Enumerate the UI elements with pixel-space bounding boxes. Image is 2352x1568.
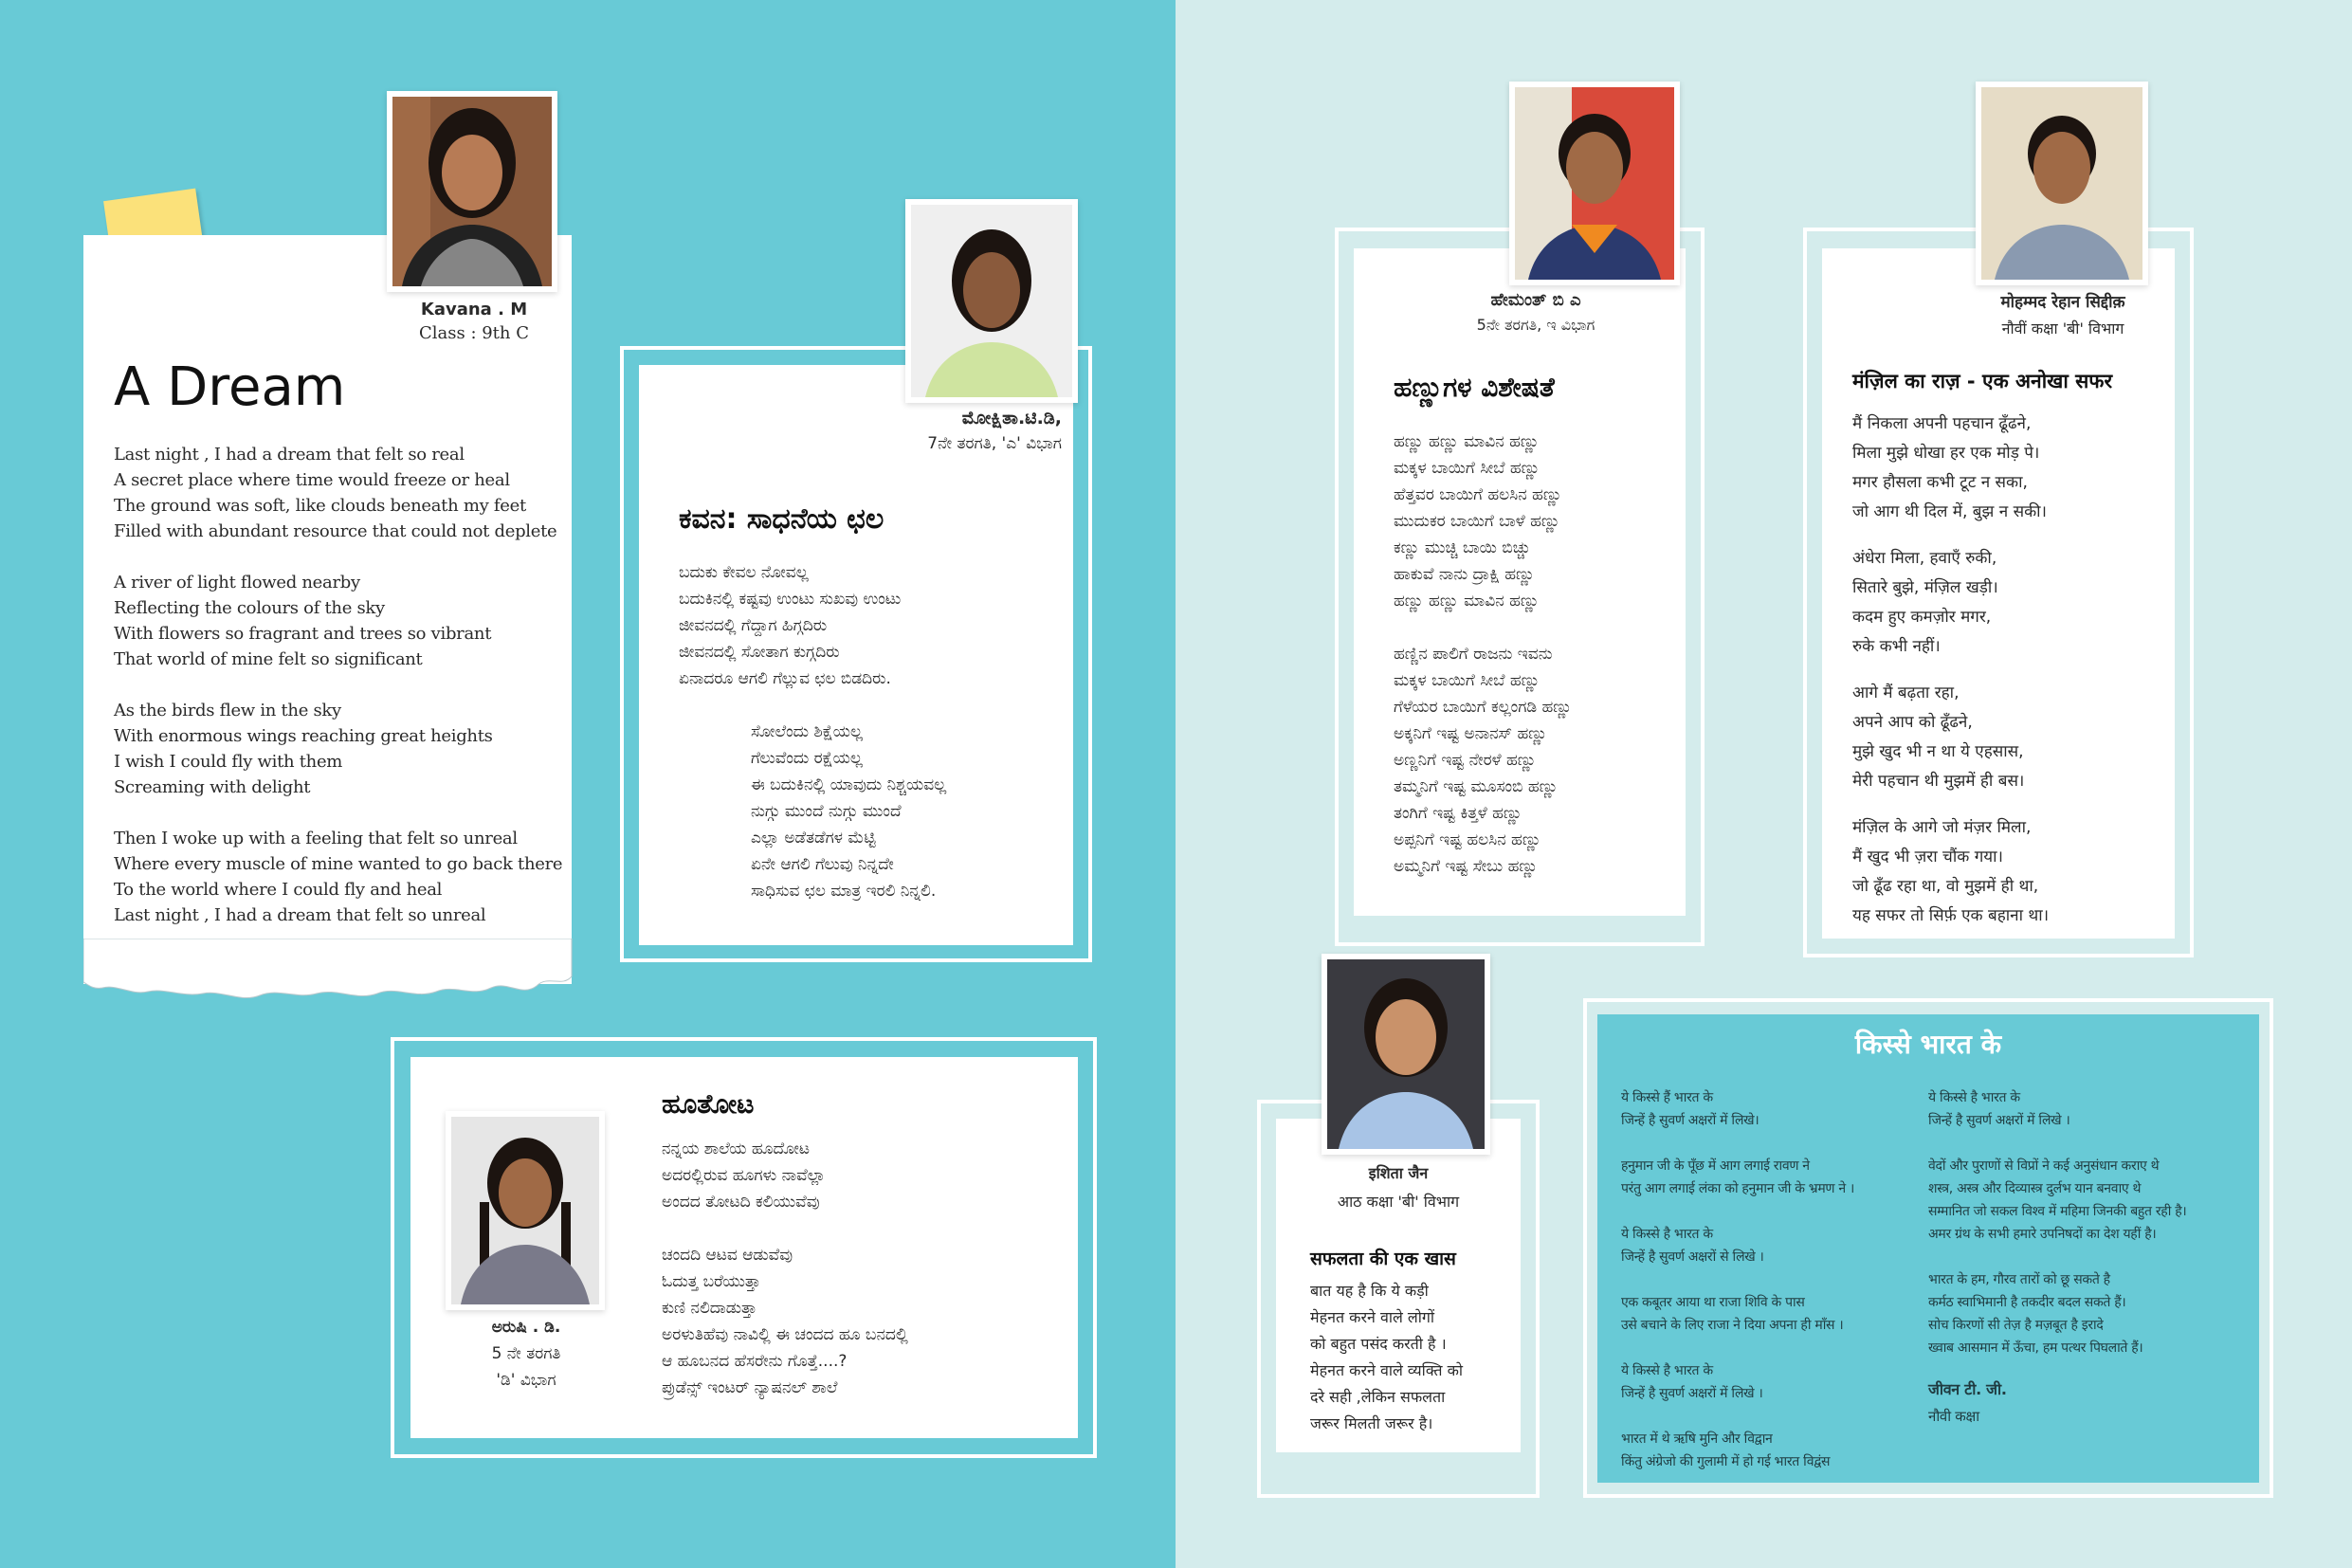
poem-line: मेहनत करने वाले लोगों <box>1310 1308 1435 1326</box>
poem-line: ಅಣ್ಣನಿಗೆ ಇಷ್ಟ ನೇರಳೆ ಹಣ್ಣು <box>1394 751 1537 770</box>
safalta-poem <box>1310 1278 1463 1437</box>
arushi-section: 'ಡಿ' ವಿಭಾಗ <box>496 1371 556 1390</box>
kisse-stanza <box>1621 1155 1924 1200</box>
hemanth-photo <box>1509 82 1680 285</box>
poem-stanza <box>114 570 562 672</box>
poem-line: आगे मैं बढ़ता रहा, <box>1852 684 1960 702</box>
arushi-name: ಅರುಷಿ . ಡಿ. <box>491 1318 561 1337</box>
poem-line: ಸಾಧಿಸುವ ಛಲ ಮಾತ್ರ ಇರಲಿ ನಿನ್ನಲಿ. <box>751 882 937 901</box>
girl-portrait-icon <box>451 1117 599 1304</box>
poem-line: ಏನೇ ಆಗಲಿ ಗೆಲುವು ನಿನ್ನದೇ <box>751 855 894 874</box>
poem-line: ये किस्से हैं भारत के <box>1621 1090 1713 1105</box>
boy-portrait-icon <box>1981 87 2142 280</box>
poem-line: सितारे बुझे, मंज़िल खड़ी। <box>1852 578 1998 597</box>
poem-line: ಮುದುಕರ ಬಾಯಿಗೆ ಬಾಳೆ ಹಣ್ಣು <box>1394 512 1560 531</box>
kisse-stanza <box>1621 1428 1924 1473</box>
poem-stanza <box>1852 410 2049 527</box>
poem-line: ಅಂದದ ತೋಟದಿ ಕಲಿಯುವೆವು <box>662 1193 820 1212</box>
poem-line: Filled with abundant resource that could not deplete <box>114 521 557 541</box>
poem-line: मेरी पहचान थी मुझमें ही बस। <box>1852 772 2025 791</box>
poem-line: अंधेरा मिला, हवाएँ रुकी, <box>1852 549 1997 568</box>
poem-line: ये किस्से है भारत के <box>1621 1363 1713 1378</box>
kavana-name: Kavana . M <box>420 300 528 319</box>
poem-line: जिन्हें है सुवर्ण अक्षरों में लिखे। <box>1621 1113 1759 1128</box>
rehan-class: नौवीं कक्षा 'बी' विभाग <box>2001 319 2124 337</box>
kisse-stanza <box>1621 1223 1924 1268</box>
poem-line: जिन्हें है सुवर्ण अक्षरों में लिखे । <box>1928 1113 2070 1128</box>
poem-line: Last night , I had a dream that felt so unreal <box>114 905 486 925</box>
poem-line: ಕುಣಿ ನಲಿದಾಡುತ್ತಾ <box>662 1299 757 1318</box>
poem-line: मिला मुझे धोखा हर एक मोड़ पे। <box>1852 444 2040 463</box>
poem-line: ಆ ಹೂಬನದ ಹೆಸರೇನು ಗೊತ್ತೆ....? <box>662 1352 848 1371</box>
poem-line: Where every muscle of mine wanted to go back there <box>114 854 563 874</box>
poem-line: जरूर मिलती जरूर है। <box>1310 1414 1433 1432</box>
poem-line: ಅಮ್ಮನಿಗೆ ಇಷ್ಟ ಸೇಬು ಹಣ್ಣು <box>1394 857 1539 876</box>
poem-line: ಹಣ್ಣು ಹಣ್ಣು ಮಾವಿನ ಹಣ್ಣು <box>1394 592 1540 611</box>
poem-line: ಬದುಕಿನಲ್ಲಿ ಕಷ್ಟವು ಉಂಟು ಸುಖವು ಉಂಟು <box>679 590 902 609</box>
poem-line: वेदों और पुराणों से विप्रों ने कई अनुसंधान कराए थे <box>1928 1158 2160 1174</box>
girl-portrait-icon <box>392 97 552 286</box>
poem-line: ये किस्से है भारत के <box>1621 1227 1713 1242</box>
mokshitha-class: 7ನೇ ತರಗತಿ, 'ಎ' ವಿಭಾಗ <box>927 434 1062 453</box>
poem-line: जो आग थी दिल में, बुझ न सकी। <box>1852 502 2047 521</box>
hoovu-title: ಹೂತೋಟ <box>662 1088 755 1120</box>
kisse-stanza <box>1928 1086 2251 1132</box>
poem-stanza <box>114 826 562 928</box>
poem-line: शस्त्र, अस्त्र और दिव्यास्त्र दुर्लभ यान बनवाए थे <box>1928 1181 2142 1196</box>
poem-line: ಹೆತ್ತವರ ಬಾಯಿಗೆ ಹಲಸಿನ ಹಣ್ಣು <box>1394 485 1562 504</box>
kisse-author: जीवन टी. जी. <box>1928 1380 2007 1398</box>
rehan-name: मोहम्मद रेहान सिद्दीक़ <box>2000 293 2125 312</box>
poem-line: ಅದರಲ್ಲಿರುವ ಹೂಗಳು ನಾವೆಲ್ಲಾ <box>662 1166 826 1185</box>
poem-line: Reflecting the colours of the sky <box>114 598 385 618</box>
poem-line: ಅಕ್ಕನಿಗೆ ಇಷ್ಟ ಅನಾನಸ್ ಹಣ್ಣು <box>1394 724 1548 743</box>
hemanth-class: 5ನೇ ತರಗತಿ, ಇ ವಿಭಾಗ <box>1476 316 1595 334</box>
poem-line: मंज़िल के आगे जो मंज़र मिला, <box>1852 818 2032 837</box>
kavana-stanza-1 <box>679 559 901 692</box>
hannu-title: ಹಣ್ಣುಗಳ ವಿಶೇಷತೆ <box>1394 372 1555 403</box>
poem-line: ಈ ಬದುಕಿನಲ್ಲಿ ಯಾವುದು ನಿಶ್ಚಯವಲ್ಲ <box>751 775 947 794</box>
poem-line: ये किस्से है भारत के <box>1928 1090 2020 1105</box>
poem-line: ಹಾಕುವೆ ನಾನು ದ್ರಾಕ್ಷಿ ಹಣ್ಣು <box>1394 565 1535 584</box>
poem-line: ಎಲ್ಲಾ ಅಡೆತಡೆಗಳ ಮೆಟ್ಟಿ <box>751 829 876 848</box>
kavana-photo <box>387 91 557 292</box>
poem-line: ಚಂದದಿ ಆಟವ ಆಡುವೆವು <box>662 1246 793 1265</box>
poem-line: उसे बचाने के लिए राजा ने दिया अपना ही माँस । <box>1621 1318 1844 1333</box>
poem-line: ಜೀವನದಲ್ಲಿ ಗೆದ್ದಾಗ ಹಿಗ್ಗದಿರು <box>679 616 828 635</box>
poem-line: मगर हौसला कभी टूट न सका, <box>1852 473 2028 492</box>
mokshitha-photo <box>905 199 1078 403</box>
poem-line: अपने आप को ढूँढने, <box>1852 713 1973 732</box>
poem-line: मैं निकला अपनी पहचान ढूँढने, <box>1852 414 2032 433</box>
poem-line: With flowers so fragrant and trees so vibrant <box>114 624 492 644</box>
arushi-class: 5 ನೇ ತರಗತಿ <box>491 1344 561 1363</box>
poem-line: किंतु अंग्रेजो की गुलामी में हो गई भारत विद्वंस <box>1621 1454 1831 1469</box>
poem-line: को बहुत पसंद करती है । <box>1310 1335 1447 1353</box>
a-dream-poem <box>114 442 562 928</box>
poem-line: Screaming with delight <box>114 777 311 797</box>
poem-line: मुझे खुद भी न था ये एहसास, <box>1852 742 2024 761</box>
poem-line: ಜೀವನದಲ್ಲಿ ಸೋತಾಗ ಕುಗ್ಗದಿರು <box>679 643 840 662</box>
poem-line: ಮಕ್ಕಳ ಬಾಯಿಗೆ ಸೀಬೆ ಹಣ್ಣು <box>1394 671 1541 690</box>
kisse-class: नौवी कक्षा <box>1928 1408 1979 1425</box>
girl-portrait-icon <box>1327 959 1485 1149</box>
poem-line: ಪ್ರುಡೆನ್ಸ್ ಇಂಟರ್ ನ್ಯಾಷನಲ್ ಶಾಲೆ <box>662 1378 838 1397</box>
poem-line: अमर ग्रंथ के सभी हमारे उपनिषदों का देश यहीं है। <box>1928 1227 2157 1242</box>
kisse-stanza <box>1928 1155 2251 1246</box>
poem-line: ಮಕ್ಕಳ ಬಾಯಿಗೆ ಸೀಬೆ ಹಣ್ಣು <box>1394 459 1541 478</box>
manzil-poem <box>1852 410 2049 931</box>
hoovu-stanza-2 <box>662 1242 908 1401</box>
poem-line: The ground was soft, like clouds beneath my feet <box>114 496 526 516</box>
poem-stanza <box>1852 813 2049 931</box>
poem-line: ಗೆಲುವೆಂದು ರಕ್ಷೆಯಲ್ಲ <box>751 749 863 768</box>
rehan-photo <box>1976 82 2148 285</box>
manzil-title: मंज़िल का राज़ - एक अनोखा सफर <box>1852 370 2113 392</box>
poem-stanza <box>1852 679 2049 796</box>
poem-line: ಕಣ್ಣು ಮುಚ್ಚಿ ಬಾಯಿ ಬಿಚ್ಚು <box>1394 538 1531 557</box>
kisse-title: किस्से भारत के <box>1854 1029 2002 1060</box>
poem-line: ನುಗ್ಗು ಮುಂದೆ ನುಗ್ಗು ಮುಂದೆ <box>751 802 902 821</box>
poem-line: ಸೋಲೆಂದು ಶಿಕ್ಷೆಯಲ್ಲ <box>751 722 863 741</box>
poem-line: भारत के हम, गौरव तारों को छू सकते है <box>1928 1272 2110 1287</box>
poem-line: ತಂಗಿಗೆ ಇಷ್ಟ ಕಿತ್ತಳೆ ಹಣ್ಣು <box>1394 804 1522 823</box>
poem-line: एक कबूतर आया था राजा शिवि के पास <box>1621 1295 1805 1310</box>
poem-stanza <box>114 698 562 800</box>
poem-line: As the birds flew in the sky <box>114 701 341 720</box>
hemanth-name: ಹೇಮಂತ್ ಬಿ ಎ <box>1490 290 1581 310</box>
poem-line: रुके कभी नहीं। <box>1852 637 1941 656</box>
poem-line: मेहनत करने वाले व्यक्ति को <box>1310 1361 1464 1379</box>
kisse-stanza <box>1928 1268 2251 1359</box>
poem-stanza <box>1852 544 2049 662</box>
poem-line: कर्मठ स्वाभिमानी है तकदीर बदल सकते हैं। <box>1928 1295 2126 1310</box>
poem-line: बात यह है कि ये कड़ी <box>1310 1282 1429 1300</box>
hannu-stanza-2 <box>1394 641 1572 880</box>
poem-line: जिन्हें है सुवर्ण अक्षरों से लिखे । <box>1621 1249 1764 1265</box>
poem-line: ಅರಳುತಿಹೆವು ನಾವಿಲ್ಲಿ ಈ ಚಂದದ ಹೂ ಬನದಲ್ಲಿ <box>662 1325 908 1344</box>
mokshitha-name: ಮೋಕ್ಷಿತಾ.ಟಿ.ಡಿ, <box>961 408 1062 428</box>
poem-line: जिन्हें है सुवर्ण अक्षरों में लिखे । <box>1621 1386 1763 1401</box>
poem-line: That world of mine felt so significant <box>114 649 423 669</box>
poem-line: ಬದುಕು ಕೇವಲ ನೋವಲ್ಲ <box>679 563 809 582</box>
torn-paper-edge <box>83 939 576 1005</box>
arushi-photo <box>446 1111 605 1310</box>
ishita-class: आठ कक्षा 'बी' विभाग <box>1337 1193 1460 1211</box>
safalta-title: सफलता की एक खास <box>1310 1249 1456 1269</box>
ishita-photo <box>1322 954 1490 1155</box>
kisse-column-1 <box>1621 1086 1924 1473</box>
poem-line: सोच किरणों सी तेज़ है मज़बूत है इरादे <box>1928 1318 2104 1333</box>
poem-line: ಗೆಳೆಯರ ಬಾಯಿಗೆ ಕಲ್ಲಂಗಡಿ ಹಣ್ಣು <box>1394 698 1573 717</box>
poem-line: ತಮ್ಮನಿಗೆ ಇಷ್ಟ ಮೂಸಂಬಿ ಹಣ್ಣು <box>1394 777 1559 796</box>
poem-line: ಓದುತ್ತ ಬರೆಯುತ್ತಾ <box>662 1272 761 1291</box>
girl-portrait-icon <box>911 205 1072 397</box>
ishita-name: इशिता जैन <box>1368 1164 1429 1182</box>
poem-line: जो ढूँढ रहा था, वो मुझमें ही था, <box>1852 877 2039 896</box>
poem-line: ನನ್ನಯ ಶಾಲೆಯ ಹೂದೋಟ <box>662 1140 811 1158</box>
poem-line: To the world where I could fly and heal <box>114 880 443 900</box>
poem-line: I wish I could fly with them <box>114 752 343 772</box>
poem-line: परंतु आग लगाई लंका को हनुमान जी के भ्रमण ने । <box>1621 1181 1855 1196</box>
kavana-title: ಕವನ: ಸಾಧನೆಯ ಛಲ <box>679 502 884 536</box>
poem-line: A secret place where time would freeze or heal <box>114 470 510 490</box>
kisse-stanza <box>1621 1291 1924 1337</box>
poem-line: Then I woke up with a feeling that felt so unreal <box>114 829 518 848</box>
poem-stanza <box>114 442 562 544</box>
a-dream-title: A Dream <box>114 356 346 418</box>
poem-line: हनुमान जी के पूँछ में आग लगाई रावण ने <box>1621 1158 1810 1174</box>
kisse-stanza <box>1621 1359 1924 1405</box>
kavana-stanza-2 <box>751 719 946 904</box>
hannu-stanza-1 <box>1394 428 1562 614</box>
poem-line: ಹಣ್ಣು ಹಣ್ಣು ಮಾವಿನ ಹಣ್ಣು <box>1394 432 1540 451</box>
poem-line: कदम हुए कमज़ोर मगर, <box>1852 608 1992 627</box>
poem-line: ಹಣ್ಣಿನ ಪಾಲಿಗೆ ರಾಜನು ಇವನು <box>1394 645 1553 664</box>
kisse-stanza <box>1621 1086 1924 1132</box>
poem-line: भारत में थे ऋषि मुनि और विद्वान <box>1621 1431 1773 1447</box>
poem-line: ಅಪ್ಪನಿಗೆ ಇಷ್ಟ ಹಲಸಿನ ಹಣ್ಣು <box>1394 830 1541 849</box>
poem-line: यह सफर तो सिर्फ़ एक बहाना था। <box>1852 906 2050 925</box>
hoovu-stanza-1 <box>662 1136 826 1215</box>
poem-line: With enormous wings reaching great heights <box>114 726 493 746</box>
poem-line: दरे सही ,लेकिन सफलता <box>1310 1388 1446 1406</box>
poem-line: ख्वाब आसमान में ऊँचा, हम पत्थर पिघलाते हैं। <box>1928 1340 2143 1356</box>
poem-line: ಏನಾದರೂ ಆಗಲಿ ಗೆಲ್ಲುವ ಛಲ ಬಿಡದಿರು. <box>679 669 891 688</box>
boy-portrait-icon <box>1515 87 1674 280</box>
poem-line: मैं खुद भी ज़रा चौंक गया। <box>1852 848 2003 866</box>
poem-line: सम्मानित जो सकल विश्व में महिमा जिनकी बहुत रही है। <box>1928 1204 2187 1219</box>
kavana-class: Class : 9th C <box>418 323 529 343</box>
poem-line: A river of light flowed nearby <box>114 573 360 593</box>
poem-line: Last night , I had a dream that felt so real <box>114 445 465 465</box>
kisse-column-2 <box>1928 1086 2251 1428</box>
